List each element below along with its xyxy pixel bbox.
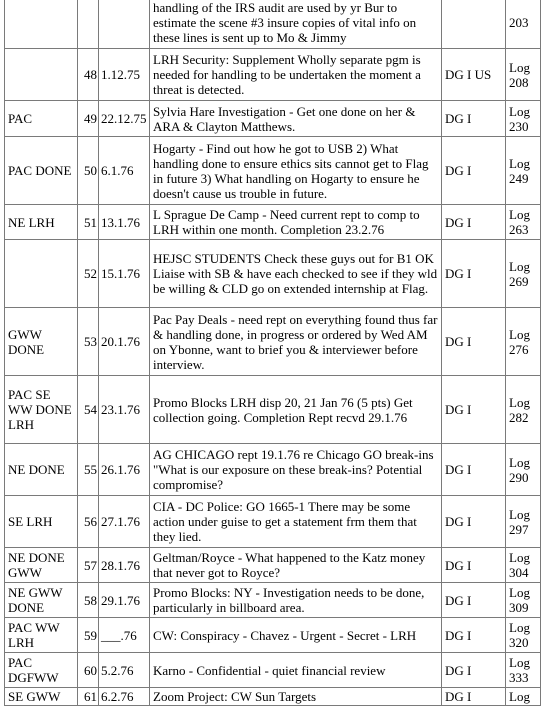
log-reference-cell: Log 230 xyxy=(506,101,541,137)
date-cell: 26.1.76 xyxy=(99,444,150,496)
description-cell: LRH Security: Supplement Wholly separate pgm is needed for handling to be undertaken the moment a threat is detected. xyxy=(150,49,442,101)
assigned-by-cell: DG I xyxy=(442,444,506,496)
description-cell: Zoom Project: CW Sun Targets xyxy=(150,688,442,706)
action-cell xyxy=(5,0,78,49)
action-cell: PAC DONE xyxy=(5,137,78,205)
description-cell: Sylvia Hare Investigation - Get one done on her & ARA & Clayton Matthews. xyxy=(150,101,442,137)
item-number-cell: 56 xyxy=(78,496,99,548)
table-row xyxy=(5,101,541,137)
action-cell: PAC DGFWW xyxy=(5,653,78,688)
log-reference-cell: Log 320 xyxy=(506,618,541,653)
table-row xyxy=(5,308,541,376)
date-cell: 1.12.75 xyxy=(99,49,150,101)
log-reference-cell: Log 309 xyxy=(506,583,541,618)
assigned-by-cell xyxy=(442,0,506,49)
description-cell: Karno - Confidential - quiet financial review xyxy=(150,653,442,688)
action-cell: SE GWW xyxy=(5,688,78,706)
date-cell: 20.1.76 xyxy=(99,308,150,376)
action-cell: PAC SE WW DONE LRH xyxy=(5,376,78,444)
assigned-by-cell: DG I xyxy=(442,376,506,444)
action-cell: NE GWW DONE xyxy=(5,583,78,618)
table-row xyxy=(5,240,541,308)
assigned-by-cell: DG I xyxy=(442,205,506,240)
description-cell: Promo Blocks: NY - Investigation needs to be done, particularly in billboard area. xyxy=(150,583,442,618)
table-row xyxy=(5,548,541,583)
date-cell: 23.1.76 xyxy=(99,376,150,444)
log-table-body xyxy=(5,0,541,706)
action-cell: PAC WW LRH xyxy=(5,618,78,653)
log-reference-cell: Log 269 xyxy=(506,240,541,308)
item-number-cell: 59 xyxy=(78,618,99,653)
log-reference-cell: Log 333 xyxy=(506,653,541,688)
table-row xyxy=(5,618,541,653)
date-cell: 15.1.76 xyxy=(99,240,150,308)
description-cell: AG CHICAGO rept 19.1.76 re Chicago GO break-ins "What is our exposure on these break-ins? Potential compromise? xyxy=(150,444,442,496)
table-row xyxy=(5,0,541,49)
description-cell: Pac Pay Deals - need rept on everything found thus far & handling done, in progress or ordered by Wed AM on Ybonne, want to brief you & interviewer before interview. xyxy=(150,308,442,376)
log-table xyxy=(4,0,541,706)
date-cell: 28.1.76 xyxy=(99,548,150,583)
action-cell: GWW DONE xyxy=(5,308,78,376)
assigned-by-cell: DG I xyxy=(442,137,506,205)
date-cell: 6.1.76 xyxy=(99,137,150,205)
item-number-cell: 48 xyxy=(78,49,99,101)
date-cell: ___.76 xyxy=(99,618,150,653)
log-reference-cell: Log 208 xyxy=(506,49,541,101)
log-reference-cell: Log 297 xyxy=(506,496,541,548)
action-cell xyxy=(5,49,78,101)
log-reference-cell: 203 xyxy=(506,0,541,49)
assigned-by-cell: DG I xyxy=(442,101,506,137)
item-number-cell: 60 xyxy=(78,653,99,688)
table-row xyxy=(5,653,541,688)
description-cell: CW: Conspiracy - Chavez - Urgent - Secret - LRH xyxy=(150,618,442,653)
table-row xyxy=(5,49,541,101)
item-number-cell: 55 xyxy=(78,444,99,496)
log-reference-cell: Log xyxy=(506,688,541,706)
action-cell: SE LRH xyxy=(5,496,78,548)
assigned-by-cell: DG I xyxy=(442,496,506,548)
date-cell: 29.1.76 xyxy=(99,583,150,618)
item-number-cell xyxy=(78,0,99,49)
item-number-cell: 51 xyxy=(78,205,99,240)
log-reference-cell: Log 282 xyxy=(506,376,541,444)
description-cell: Geltman/Royce - What happened to the Katz money that never got to Royce? xyxy=(150,548,442,583)
date-cell: 22.12.75 xyxy=(99,101,150,137)
assigned-by-cell: DG I xyxy=(442,583,506,618)
item-number-cell: 52 xyxy=(78,240,99,308)
action-cell: NE LRH xyxy=(5,205,78,240)
date-cell: 5.2.76 xyxy=(99,653,150,688)
assigned-by-cell: DG I xyxy=(442,688,506,706)
log-reference-cell: Log 290 xyxy=(506,444,541,496)
action-cell: PAC xyxy=(5,101,78,137)
log-reference-cell: Log 249 xyxy=(506,137,541,205)
table-row xyxy=(5,205,541,240)
item-number-cell: 61 xyxy=(78,688,99,706)
item-number-cell: 57 xyxy=(78,548,99,583)
description-cell: handling of the IRS audit are used by yr Bur to estimate the scene #3 insure copies of vital info on these lines is sent up to Mo & Jimmy xyxy=(150,0,442,49)
log-reference-cell: Log 276 xyxy=(506,308,541,376)
description-cell: Hogarty - Find out how he got to USB 2) What handling done to ensure ethics sits cannot get to Flag in future 3) What handling on Hogarty to ensure he doesn't cause us trouble in future. xyxy=(150,137,442,205)
description-cell: CIA - DC Police: GO 1665-1 There may be some action under guise to get a statement frm them that they lied. xyxy=(150,496,442,548)
log-reference-cell: Log 263 xyxy=(506,205,541,240)
assigned-by-cell: DG I xyxy=(442,240,506,308)
table-row xyxy=(5,444,541,496)
table-row xyxy=(5,137,541,205)
item-number-cell: 54 xyxy=(78,376,99,444)
assigned-by-cell: DG I xyxy=(442,618,506,653)
date-cell: 27.1.76 xyxy=(99,496,150,548)
table-row xyxy=(5,583,541,618)
item-number-cell: 50 xyxy=(78,137,99,205)
log-reference-cell: Log 304 xyxy=(506,548,541,583)
date-cell: 13.1.76 xyxy=(99,205,150,240)
assigned-by-cell: DG I US xyxy=(442,49,506,101)
table-row xyxy=(5,376,541,444)
table-row xyxy=(5,496,541,548)
action-cell xyxy=(5,240,78,308)
action-cell: NE DONE xyxy=(5,444,78,496)
date-cell xyxy=(99,0,150,49)
description-cell: L Sprague De Camp - Need current rept to comp to LRH within one month. Completion 23.2.76 xyxy=(150,205,442,240)
table-row xyxy=(5,688,541,706)
item-number-cell: 49 xyxy=(78,101,99,137)
description-cell: HEJSC STUDENTS Check these guys out for B1 OK Liaise with SB & have each checked to see if they wld be willing & CLD go on extended internship at Flag. xyxy=(150,240,442,308)
assigned-by-cell: DG I xyxy=(442,308,506,376)
item-number-cell: 53 xyxy=(78,308,99,376)
item-number-cell: 58 xyxy=(78,583,99,618)
date-cell: 6.2.76 xyxy=(99,688,150,706)
assigned-by-cell: DG I xyxy=(442,548,506,583)
assigned-by-cell: DG I xyxy=(442,653,506,688)
description-cell: Promo Blocks LRH disp 20, 21 Jan 76 (5 pts) Get collection going. Completion Rept recvd 29.1.76 xyxy=(150,376,442,444)
action-cell: NE DONE GWW xyxy=(5,548,78,583)
